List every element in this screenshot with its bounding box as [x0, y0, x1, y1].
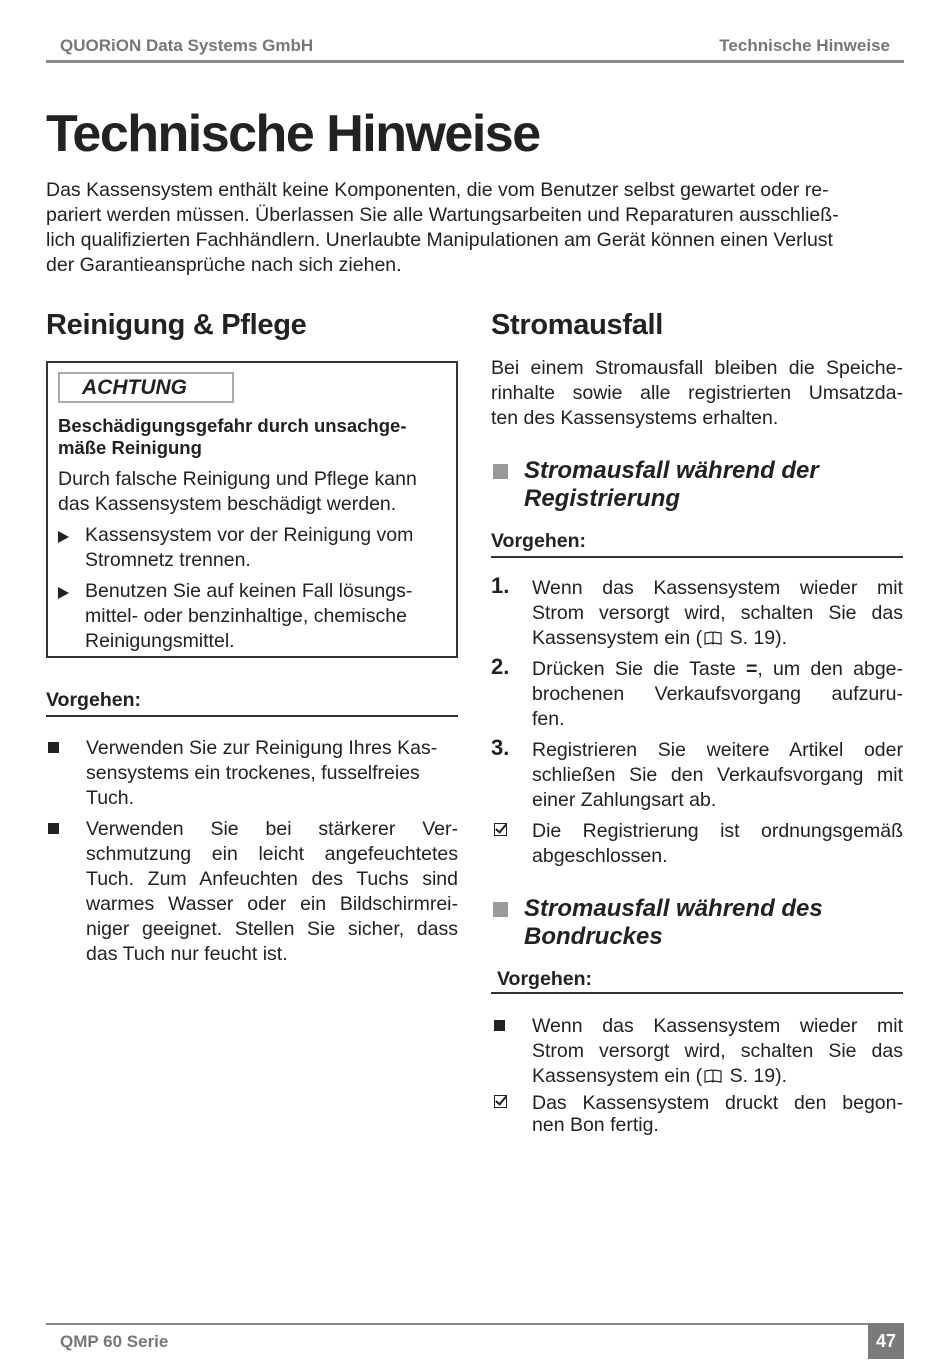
checkbox-checked-icon: [494, 823, 507, 836]
page-number: 47: [868, 1323, 904, 1359]
step-line: schließen Sie den Verkaufsvorgang mit: [532, 764, 903, 786]
stromausfall-intro: [491, 356, 903, 431]
intro-line: Das Kassensystem enthält keine Komponenten, die vom Benutzer selbst gewartet oder re-: [46, 179, 829, 201]
list-item-line: das Tuch nur feucht ist.: [86, 943, 288, 965]
intro-line: lich qualifizierten Fachhändlern. Unerlaubte Manipulationen am Gerät können einen Verlust: [46, 229, 833, 251]
footer-rule: [46, 1323, 868, 1325]
square-bullet-icon: [494, 1020, 505, 1031]
section-square-icon: [493, 902, 508, 917]
vorgehen-label: Vorgehen:: [46, 689, 458, 717]
subheading-bondruck: [524, 895, 823, 951]
warning-item-line: Kassensystem vor der Reinigung vom: [85, 524, 414, 546]
header-company: QUORiON Data Systems GmbH: [60, 36, 314, 55]
subheading-line: Stromausfall während des: [524, 895, 823, 922]
intro-line: pariert werden müssen. Überlassen Sie alle Wartungsarbeiten und Reparaturen ausschließ-: [46, 204, 839, 226]
result-line: Das Kassensystem druckt den begon-: [532, 1092, 903, 1114]
warning-title: [58, 415, 448, 459]
square-bullet-icon: [48, 823, 59, 834]
result-line: abgeschlossen.: [532, 845, 668, 867]
intro-line: rinhalte sowie alle registrierten Umsatzda-: [491, 382, 903, 404]
step-line: fen.: [532, 708, 565, 730]
book-icon: [704, 631, 722, 645]
key-equals: =: [746, 658, 758, 680]
intro-paragraph: [46, 178, 904, 278]
step-number: 1.: [491, 573, 510, 598]
checkbox-checked-icon: [494, 1095, 507, 1108]
list-item-line: Strom versorgt wird, schalten Sie das: [532, 1040, 903, 1062]
page-title: Technische Hinweise: [46, 105, 540, 163]
warning-title-line: Beschädigungsgefahr durch unsachge-: [58, 415, 407, 436]
warning-text-line: Durch falsche Reinigung und Pflege kann: [58, 468, 417, 490]
warning-text: [58, 467, 450, 517]
warning-title-line: mäße Reinigung: [58, 437, 202, 458]
vorgehen-label: Vorgehen:: [491, 968, 903, 994]
footer-series: QMP 60 Serie: [60, 1332, 169, 1351]
step-line: Drücken Sie die Taste =, um den abge-: [532, 658, 903, 680]
warning-item-line: Reinigungsmittel.: [85, 630, 235, 652]
heading-stromausfall: Stromausfall: [491, 309, 664, 341]
intro-line: Bei einem Stromausfall bleiben die Speiche-: [491, 357, 903, 379]
page-header: [46, 34, 904, 63]
vorgehen-label: Vorgehen:: [491, 530, 903, 558]
subheading-line: Bondruckes: [524, 923, 663, 950]
subheading-line: Registrierung: [524, 485, 681, 512]
list-item-line: warmes Wasser oder ein Bildschirmrei-: [86, 893, 458, 915]
warning-box: [46, 361, 458, 658]
subheading-line: Stromausfall während der: [524, 457, 819, 484]
list-item-line: Kassensystem ein ( S. 19).: [532, 1065, 788, 1087]
list-item-line: Wenn das Kassensystem wieder mit: [532, 1015, 903, 1037]
list-item-line: Tuch.: [86, 787, 135, 809]
step-line: einer Zahlungsart ab.: [532, 789, 717, 811]
book-icon: [704, 1069, 722, 1083]
list-item-line: Verwenden Sie zur Reinigung Ihres Kas-: [86, 737, 438, 759]
subheading-registrierung: [524, 457, 819, 513]
section-square-icon: [493, 464, 508, 479]
heading-reinigung: Reinigung & Pflege: [46, 309, 307, 341]
square-bullet-icon: [48, 742, 59, 753]
triangle-bullet-icon: [58, 531, 69, 543]
header-section: Technische Hinweise: [719, 36, 890, 55]
warning-item-line: Stromnetz trennen.: [85, 549, 251, 571]
list-item-line: niger geeignet. Stellen Sie sicher, dass: [86, 918, 458, 940]
result-line: Die Registrierung ist ordnungsgemäß: [532, 820, 903, 842]
warning-label: ACHTUNG: [58, 372, 234, 403]
step-line: brochenen Verkaufsvorgang aufzuru-: [532, 683, 903, 705]
list-item-line: Verwenden Sie bei stärkerer Ver-: [86, 818, 458, 840]
step-line: Registrieren Sie weitere Artikel oder: [532, 739, 903, 761]
intro-line: der Garantieansprüche nach sich ziehen.: [46, 254, 402, 276]
warning-text-line: das Kassensystem beschädigt werden.: [58, 493, 397, 515]
step-number: 3.: [491, 735, 510, 760]
list-item-line: sensystems ein trockenes, fusselfreies: [86, 762, 420, 784]
step-number: 2.: [491, 654, 510, 679]
warning-item-line: Benutzen Sie auf keinen Fall lösungs-: [85, 580, 413, 602]
list-item-line: schmutzung ein leicht angefeuchtetes: [86, 843, 458, 865]
result-line: nen Bon fertig.: [532, 1114, 659, 1136]
step-line: Kassensystem ein ( S. 19).: [532, 627, 788, 649]
intro-line: ten des Kassensystems erhalten.: [491, 407, 779, 429]
list-item-line: Tuch. Zum Anfeuchten des Tuchs sind: [86, 868, 458, 890]
warning-item-line: mittel- oder benzinhaltige, chemische: [85, 605, 407, 627]
triangle-bullet-icon: [58, 587, 69, 599]
step-line: Strom versorgt wird, schalten Sie das: [532, 602, 903, 624]
step-line: Wenn das Kassensystem wieder mit: [532, 577, 903, 599]
